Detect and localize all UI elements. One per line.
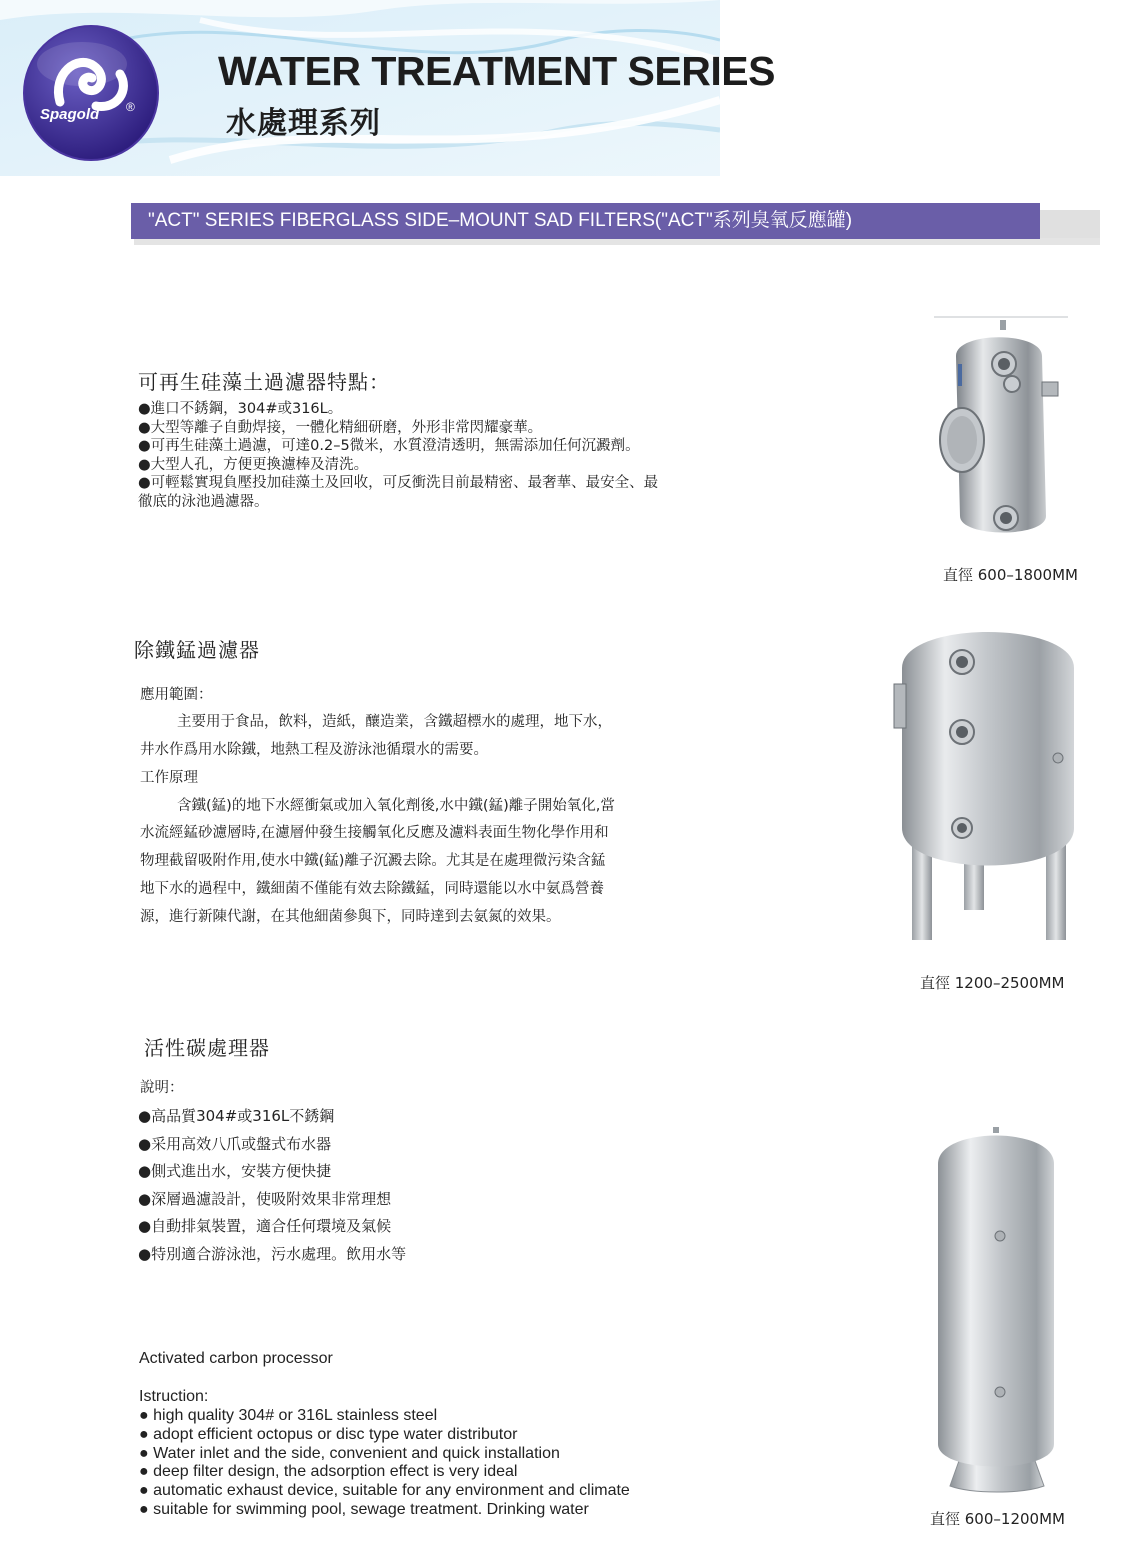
list-item: ●側式進出水，安裝方便快捷 bbox=[138, 1162, 332, 1180]
list-item: ● adopt efficient octopus or disc type water distributor bbox=[139, 1425, 518, 1443]
list-item: ● deep filter design, the adsorption effect is very ideal bbox=[139, 1463, 518, 1481]
section2-principle-line: 源，進行新陳代謝，在其他細菌參與下，同時達到去氨氮的效果。 bbox=[140, 909, 561, 925]
section2-principle-line: 地下水的過程中，鐵細菌不僅能有效去除鐵錳，同時還能以水中氨爲營養 bbox=[140, 881, 604, 897]
series-title: WATER TREATMENT SERIES bbox=[218, 48, 775, 94]
registered-mark: ® bbox=[126, 100, 135, 114]
section1-caption: 直徑 600–1800MM bbox=[943, 566, 1078, 584]
section3-caption: 直徑 600–1200MM bbox=[930, 1510, 1065, 1528]
list-item: ●可再生硅藻土過濾，可達0.2–5微米，水質澄清透明，無需添加任何沉澱劑。 bbox=[138, 438, 640, 454]
activated-carbon-tank-image bbox=[932, 1124, 1060, 1494]
section3-bullets bbox=[138, 1103, 406, 1268]
list-item: ●自動排氣裝置，適合任何環境及氣候 bbox=[138, 1217, 392, 1235]
product-banner: "ACT" SERIES FIBERGLASS SIDE–MOUNT SAD FILTERS("ACT"系列臭氧反應罐) bbox=[131, 203, 1040, 239]
section3-en-title: Activated carbon processor bbox=[139, 1350, 333, 1367]
list-item: ● suitable for swimming pool, sewage treatment. Drinking water bbox=[139, 1500, 589, 1518]
list-item: ●高品質304#或316L不銹鋼 bbox=[138, 1107, 335, 1125]
list-item: ●特別適合游泳池，污水處理。飲用水等 bbox=[138, 1244, 407, 1263]
section1-bullets bbox=[138, 400, 658, 511]
section2-scope-label: 應用範圍： bbox=[140, 687, 213, 703]
spagold-logo bbox=[22, 24, 160, 162]
list-item: ●采用高效八爪或盤式布水器 bbox=[138, 1134, 332, 1153]
logo-brand-text: Spagold bbox=[40, 106, 100, 123]
section3-note-label: 說明： bbox=[140, 1080, 184, 1096]
section2-title: 除鐵錳過濾器 bbox=[134, 638, 260, 662]
list-item: ●大型等離子自動焊接，一體化精細研磨，外形非常閃耀豪華。 bbox=[138, 419, 543, 436]
section3-en-bullets bbox=[139, 1407, 630, 1520]
banner-shadow-bottom bbox=[134, 238, 1100, 245]
list-item: ● Water inlet and the side, convenient and quick installation bbox=[139, 1444, 560, 1462]
section2-principle-line: 水流經錳砂濾層時,在濾層仲發生接觸氧化反應及濾料表面生物化學作用和 bbox=[140, 825, 609, 841]
section2-principle-line: 含鐵(錳)的地下水經衝氣或加入氧化劑後,水中鐵(錳)離子開始氧化,當 bbox=[177, 798, 615, 814]
list-item: 徹底的泳池過濾器。 bbox=[138, 493, 269, 510]
section3-en-label: Istruction: bbox=[139, 1388, 209, 1405]
list-item: ●深層過濾設計，使吸附效果非常理想 bbox=[138, 1189, 392, 1208]
section3-title: 活性碳處理器 bbox=[144, 1036, 270, 1060]
section2-caption: 直徑 1200–2500MM bbox=[920, 974, 1065, 992]
iron-manganese-filter-tank-image bbox=[892, 618, 1082, 944]
list-item: ●可輕鬆實現負壓投加硅藻土及回收，可反衝洗目前最精密、最奢華、最安全、最 bbox=[138, 475, 659, 491]
section2-scope-line: 井水作爲用水除鐵，地熱工程及游泳池循環水的需要。 bbox=[140, 742, 488, 758]
section2-principle-label: 工作原理 bbox=[140, 770, 198, 786]
section2-scope-line: 主要用于食品，飲料，造紙，釀造業，含鐵超標水的處理，地下水， bbox=[177, 714, 612, 730]
series-subtitle: 水處理系列 bbox=[226, 106, 381, 141]
diatomite-filter-tank-image bbox=[934, 316, 1068, 544]
list-item: ●進口不銹鋼，304#或316L。 bbox=[138, 401, 343, 417]
section2-principle-line: 物理截留吸附作用,使水中鐵(錳)離子沉澱去除。尤其是在處理微污染含錳 bbox=[140, 853, 606, 869]
list-item: ● automatic exhaust device, suitable for any environment and climate bbox=[139, 1482, 630, 1500]
list-item: ● high quality 304# or 316L stainless steel bbox=[139, 1407, 438, 1424]
list-item: ●大型人孔，方便更換濾棒及清洗。 bbox=[138, 456, 369, 473]
section1-title: 可再生硅藻土過濾器特點： bbox=[138, 370, 390, 394]
